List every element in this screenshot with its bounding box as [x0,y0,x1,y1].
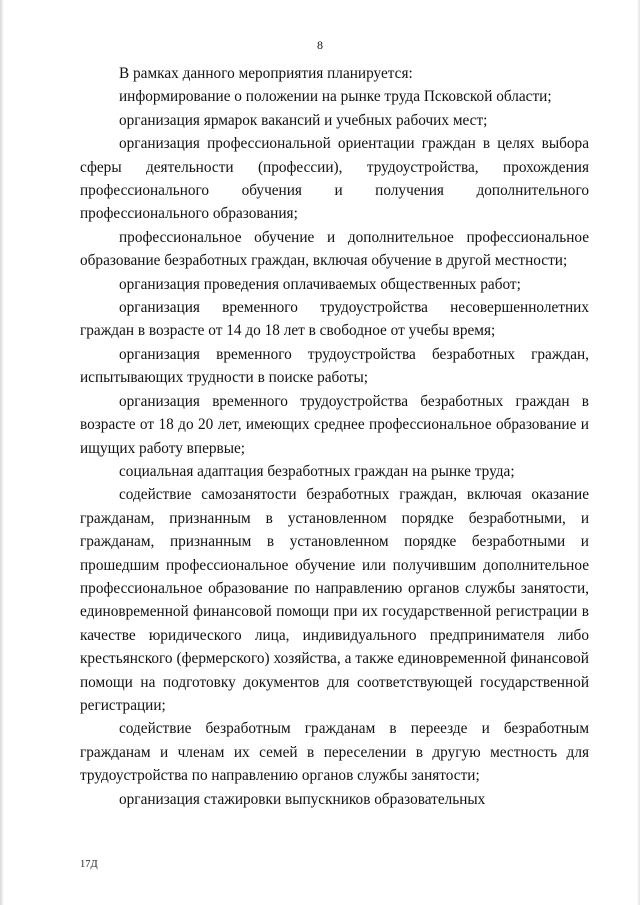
paragraph-list-item: содействие самозанятости безработных граждан, включая оказание гражданам, признанным в установленном порядке безработными, и гражданам, признанным в установленном порядке безработными и прошедшим профессиональное обучение или получившим дополнительное профессиональное образование по направлению органов службы занятости, единовременной финансовой помощи при их государственной регистрации в качестве юридического лица, индивидуального предпринимателя либо крестьянского (фермерского) хозяйства, а также единовременной финансовой помощи на подготовку документов для соответствующей государственной регистрации; [80,486,589,714]
footer-code: 17Д [80,859,98,870]
paragraph-list-item: профессиональное обучение и дополнительное профессиональное образование безработных граждан, включая обучение в другой местности; [80,228,589,270]
paragraph-list-item: организация профессиональной ориентации граждан в целях выбора сферы деятельности (профессии), трудоустройства, прохождения профессионального обучения и получения дополнительного профессионального образования; [80,135,589,223]
paragraph-list-item: организация проведения оплачиваемых общественных работ; [119,275,521,293]
paragraph-list-item: организация стажировки выпускников образовательных [119,790,486,808]
page-number: 8 [317,38,323,52]
paragraph-list-item: организация временного трудоустройства несовершеннолетних граждан в возрасте от 14 до 18 лет в свободное от учебы время; [80,299,589,340]
paragraph-intro: В рамках данного мероприятия планируется: [119,65,413,82]
paragraph-list-item: организация ярмарок вакансий и учебных рабочих мест; [119,111,488,129]
paragraph-list-item: организация временного трудоустройства безработных граждан, испытывающих трудности в поиске работы; [80,345,589,387]
paragraph-list-item: организация временного трудоустройства безработных граждан в возрасте от 18 до 20 лет, имеющих среднее профессиональное образование и ищущих работу впервые; [80,392,589,457]
body-text [80,62,589,811]
paragraph-list-item: социальная адаптация безработных граждан на рынке труда; [119,462,515,480]
paragraph-list-item: содействие безработным гражданам в переезде и безработным гражданам и членам их семей в переселении в другую местность для трудоустройства по направлению органов службы занятости; [80,720,589,785]
paragraph-list-item: информирование о положении на рынке труда Псковской области; [119,88,552,106]
scan-edge-left [0,0,4,905]
